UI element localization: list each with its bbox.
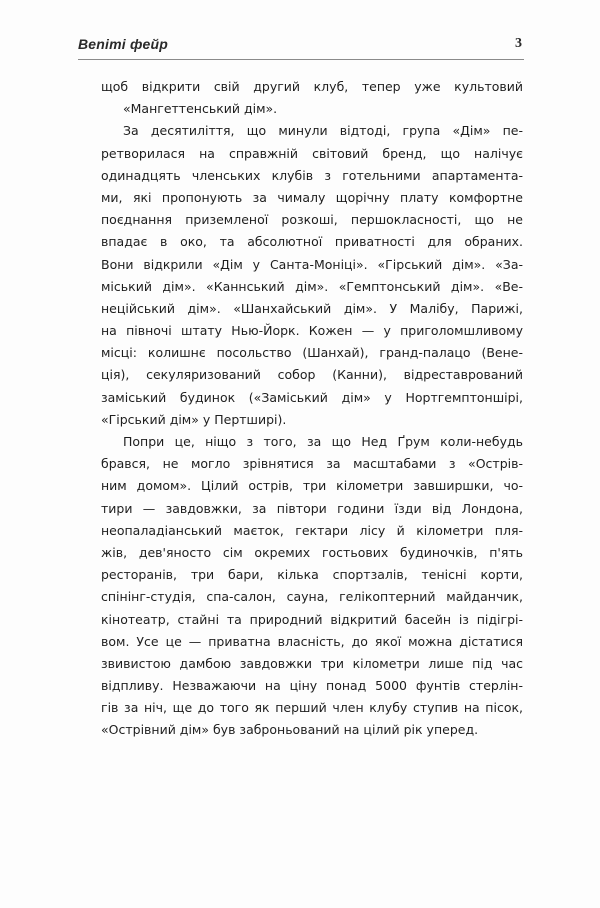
text-line: відпливу. Незважаючи на ціну понад 5000 фунтів стерлін- xyxy=(101,678,523,694)
text-line: кінотеатр, стайні та природний відкритий басейн із підігрі- xyxy=(101,611,523,627)
text-line: За десятиліття, що минули відтоді, група «Дім» пе- xyxy=(123,123,523,139)
text-line: брався, не могло зрівнятися за масштабами з «Острів- xyxy=(101,456,523,472)
text-line: місці: колишнє посольство (Шанхай), гранд-палацо (Вене- xyxy=(101,345,523,361)
text-line: заміський будинок («Заміський дім» у Нортгемптоншірі, xyxy=(101,389,523,405)
page-header xyxy=(78,36,524,56)
text-line: «Гірський дім» у Пертширі). xyxy=(101,411,287,427)
text-line: звивистою дамбою завдовжки три кілометри лише під час xyxy=(101,655,523,671)
text-line: спінінг-студія, спа-салон, сауна, гелікоптерний майданчик, xyxy=(101,589,523,605)
text-line: жів, дев'яносто сім окремих гостьових будиночків, п'ять xyxy=(101,544,523,560)
text-line: міський дім». «Каннський дім». «Гемптонський дім». «Ве- xyxy=(101,278,523,294)
text-line: одинадцять членських клубів з готельними апартамента- xyxy=(101,167,523,183)
text-line: гів за ніч, ще до того як перший член клубу ступив на пісок, xyxy=(101,700,523,716)
body-text xyxy=(101,76,523,742)
text-line: ми, які пропонують за чималу щорічну плату комфортне xyxy=(101,189,523,205)
page-number: 3 xyxy=(515,36,522,51)
text-line: вом. Усе це — приватна власність, до якої можна дістатися xyxy=(101,633,523,649)
text-line: впадає в око, та абсолютної приватності для обраних. xyxy=(101,234,523,250)
text-line: ним домом». Цілий острів, три кілометри завширшки, чо- xyxy=(101,478,523,494)
text-line: тири — завдовжки, за півтори години їзди від Лондона, xyxy=(101,500,523,516)
text-line: ція), секуляризований собор (Канни), відреставрований xyxy=(101,367,523,383)
paragraph xyxy=(101,431,523,742)
paragraph xyxy=(101,120,523,431)
text-line: Попри це, ніщо з того, за що Нед Ґрум коли-небудь xyxy=(123,434,523,449)
header-divider xyxy=(78,59,524,60)
text-line: ресторанів, три бари, кілька спортзалів, тенісні корти, xyxy=(101,567,523,583)
text-line: ретворилася на справжній світовий бренд, що налічує xyxy=(101,145,523,161)
text-line: щоб відкрити свій другий клуб, тепер уже культовий xyxy=(101,79,523,94)
text-line: неційський дім». «Шанхайський дім». У Малібу, Парижі, xyxy=(101,300,523,316)
text-line: «Мангеттенський дім». xyxy=(123,101,278,117)
text-line: поєднання приземленої розкоші, першокласності, що не xyxy=(101,212,523,228)
text-line: Вони відкрили «Дім у Санта-Моніці». «Гірський дім». «За- xyxy=(101,256,523,272)
paragraph xyxy=(101,76,523,120)
running-title: Вenіті фейр xyxy=(78,36,169,52)
text-line: «Острівний дім» був заброньований на цілий рік уперед. xyxy=(101,722,479,738)
text-line: неопаладіанський маєток, гектари лісу й кілометри пля- xyxy=(101,522,523,538)
text-line: на півночі штату Нью-Йорк. Кожен — у приголомшливому xyxy=(101,323,523,339)
